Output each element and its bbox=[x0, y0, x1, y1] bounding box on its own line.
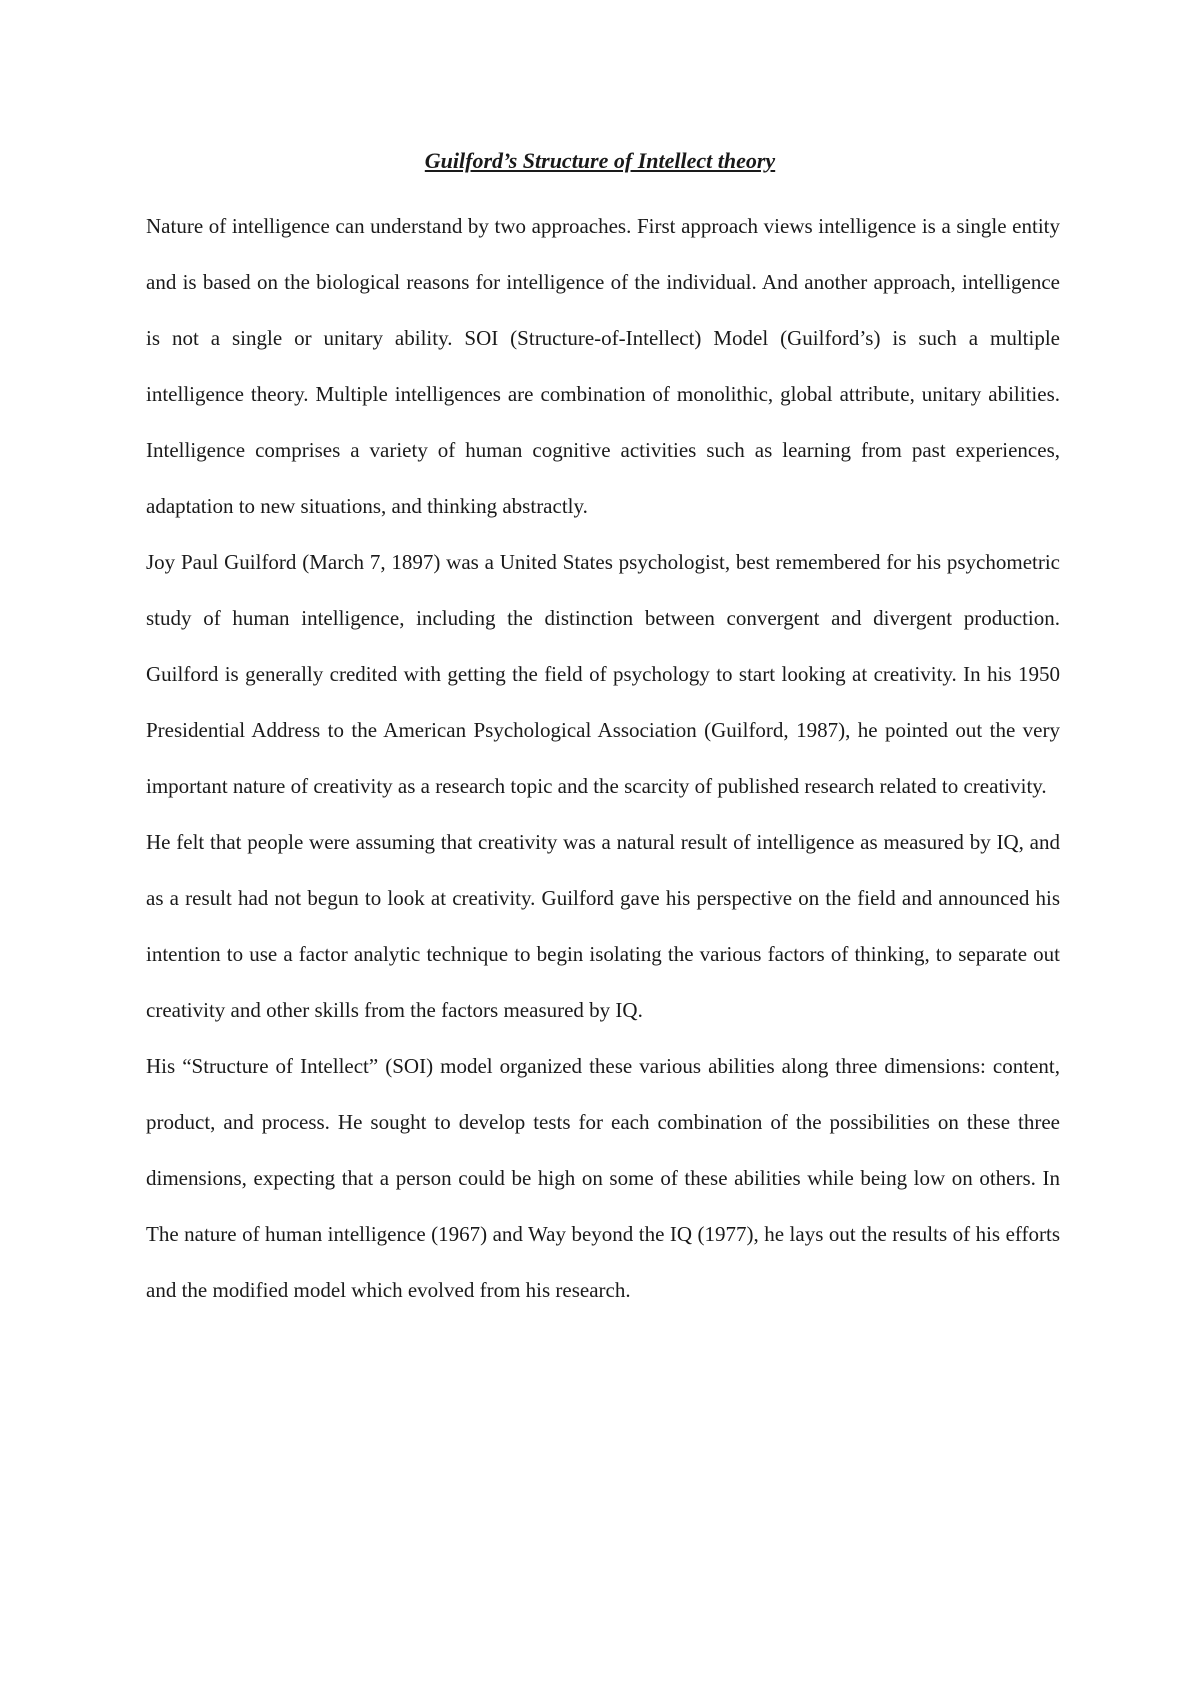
paragraph-soi-model: His “Structure of Intellect” (SOI) model organized these various abilities along three dimensions: content, product, and process. He sought to develop tests for each combination of the possibilities on these three dimensions, expecting that a person could be high on some of these abilities while being low on others. In The nature of human intelligence (1967) and Way beyond the IQ (1977), he lays out the results of his efforts and the modified model which evolved from his research. bbox=[146, 1054, 1060, 1302]
paragraph-intelligence-approaches: Nature of intelligence can understand by two approaches. First approach views intelligence is a single entity and is based on the biological reasons for intelligence of the individual. And another approach, intelligence is not a single or unitary ability. SOI (Structure-of-Intellect) Model (Guilford’s) is such a multiple intelligence theory. Multiple intelligences are combination of monolithic, global attribute, unitary abilities. Intelligence comprises a variety of human cognitive activities such as learning from past experiences, adaptation to new situations, and thinking abstractly. bbox=[146, 214, 1060, 518]
paragraph-creativity-iq: He felt that people were assuming that creativity was a natural result of intelligence as measured by IQ, and as a result had not begun to look at creativity. Guilford gave his perspective on the field and announced his intention to use a factor analytic technique to begin isolating the various factors of thinking, to separate out creativity and other skills from the factors measured by IQ. bbox=[146, 830, 1060, 1022]
document-title: Guilford’s Structure of Intellect theory bbox=[424, 148, 776, 173]
document-body bbox=[146, 198, 1060, 1318]
paragraph-guilford-biography: Joy Paul Guilford (March 7, 1897) was a United States psychologist, best remembered for his psychometric study of human intelligence, including the distinction between convergent and divergent production. Guilford is generally credited with getting the field of psychology to start looking at creativity. In his 1950 Presidential Address to the American Psychological Association (Guilford, 1987), he pointed out the very important nature of creativity as a research topic and the scarcity of published research related to creativity. bbox=[146, 550, 1060, 798]
